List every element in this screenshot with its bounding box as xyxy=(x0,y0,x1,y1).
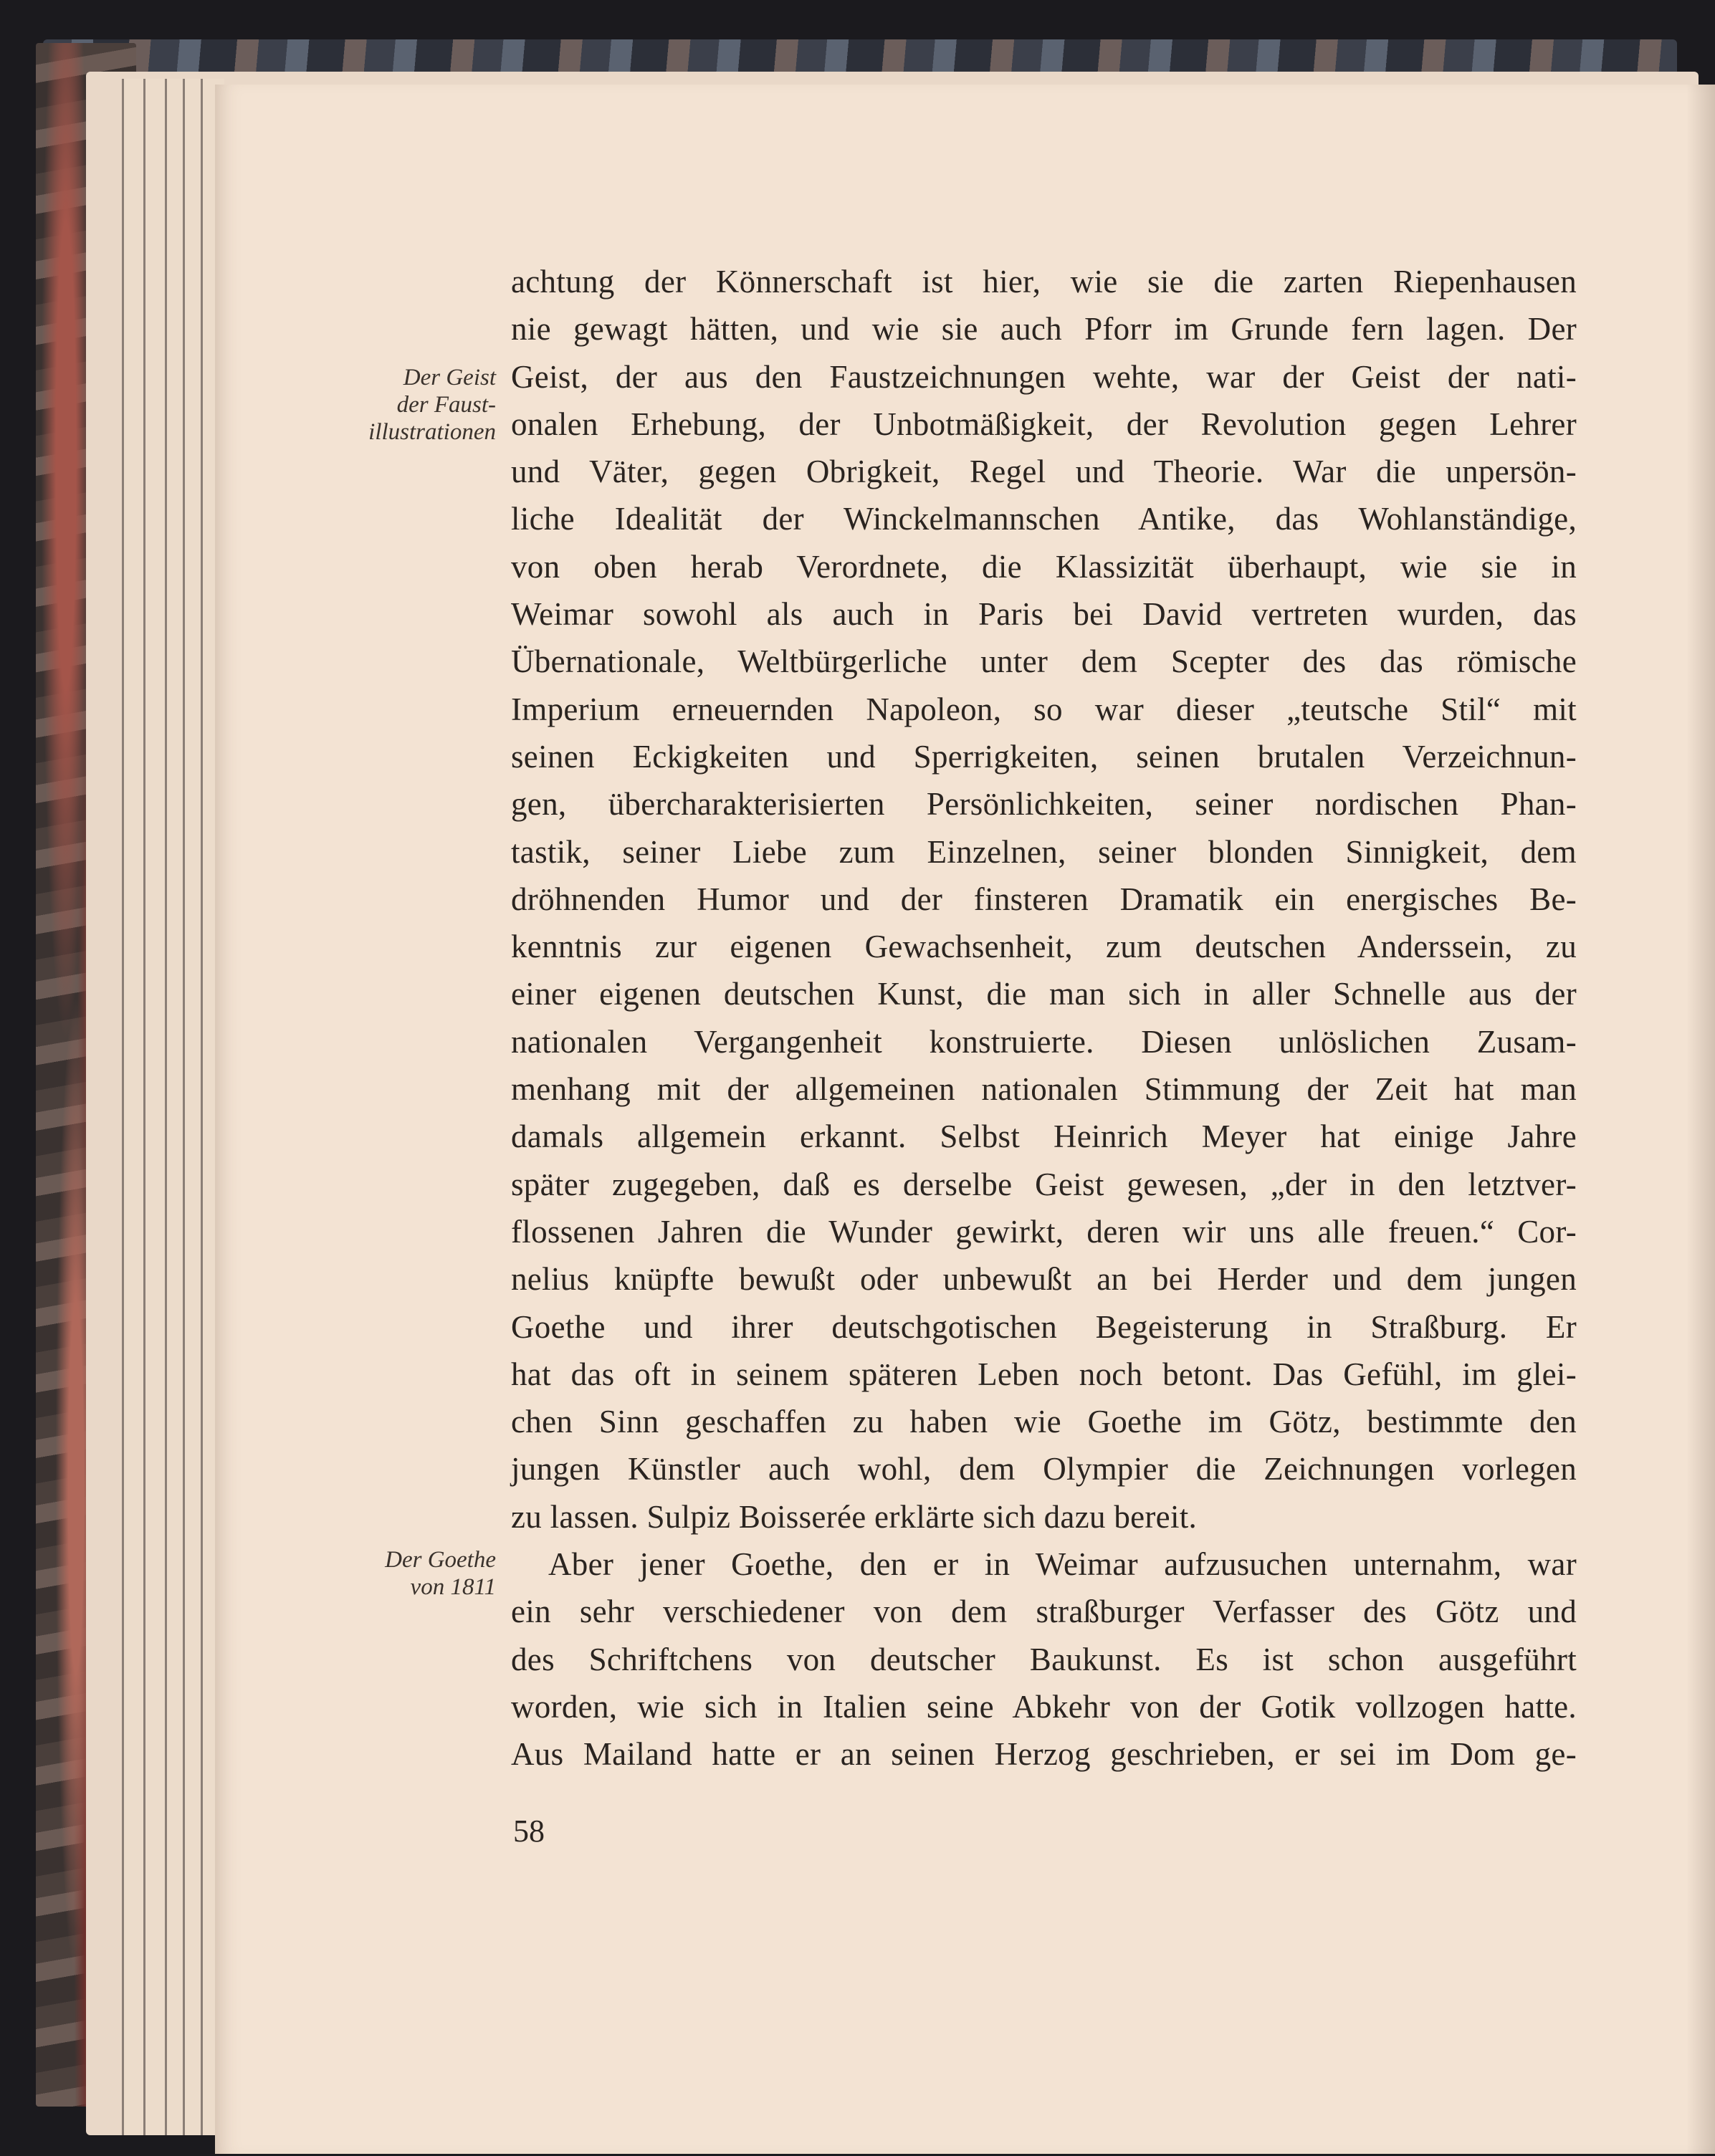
body-text xyxy=(511,258,1577,1778)
margin-note-goethe xyxy=(385,1546,496,1601)
text-line: chen Sinn geschaffen zu haben wie Goethe im Götz, bestimmte den xyxy=(511,1404,1577,1440)
text-line: liche Idealität der Winckelmannschen Antike, das Wohlanständige, xyxy=(511,501,1577,537)
text-line: Imperium erneuernden Napoleon, so war dieser „teutsche Stil“ mit xyxy=(511,691,1577,727)
text-line: hat das oft in seinem späteren Leben noch betont. Das Gefühl, im glei- xyxy=(511,1356,1577,1392)
margin-note-line: von 1811 xyxy=(410,1574,496,1600)
text-line: onalen Erhebung, der Unbotmäßigkeit, der Revolution gegen Lehrer xyxy=(511,406,1577,442)
text-line: flossenen Jahren die Wunder gewirkt, deren wir uns alle freuen.“ Cor- xyxy=(511,1213,1577,1250)
margin-note-faust xyxy=(368,364,496,446)
text-line: achtung der Könnerschaft ist hier, wie sie die zarten Riepenhausen xyxy=(511,264,1577,300)
text-line: zu lassen. Sulpiz Boisserée erklärte sich dazu bereit. xyxy=(511,1498,1198,1535)
text-line: des Schriftchens von deutscher Baukunst. Es ist schon ausgeführt xyxy=(511,1641,1577,1677)
text-line: worden, wie sich in Italien seine Abkehr von der Gotik vollzogen hatte. xyxy=(511,1688,1577,1725)
text-line: nationalen Vergangenheit konstruierte. Diesen unlöslichen Zusam- xyxy=(511,1023,1577,1060)
text-line: Aus Mailand hatte er an seinen Herzog geschrieben, er sei im Dom ge- xyxy=(511,1736,1577,1773)
page-shadow xyxy=(1686,85,1715,2154)
text-line: Aber jener Goethe, den er in Weimar aufzusuchen unternahm, war xyxy=(548,1546,1577,1583)
text-line: damals allgemein erkannt. Selbst Heinrich Meyer hat einige Jahre xyxy=(511,1118,1577,1155)
text-line: gen, übercharakterisierten Persönlichkeiten, seiner nordischen Phan- xyxy=(511,786,1577,823)
text-line: menhang mit der allgemeinen nationalen Stimmung der Zeit hat man xyxy=(511,1071,1577,1108)
margin-note-line: illustrationen xyxy=(368,419,496,445)
text-line: jungen Künstler auch wohl, dem Olympier die Zeichnungen vorlegen xyxy=(511,1451,1577,1487)
margin-note-line: Der Goethe xyxy=(385,1547,496,1573)
text-line: Geist, der aus den Faustzeichnungen wehte, war der Geist der nati- xyxy=(511,358,1577,395)
text-line: nelius knüpfte bewußt oder unbewußt an bei Herder und dem jungen xyxy=(511,1261,1577,1298)
margin-note-line: Der Geist xyxy=(403,365,496,391)
text-line: dröhnenden Humor und der finsteren Dramatik ein energisches Be- xyxy=(511,881,1577,917)
text-line: nie gewagt hätten, und wie sie auch Pforr im Grunde fern lagen. Der xyxy=(511,311,1577,348)
text-line: Goethe und ihrer deutschgotischen Begeisterung in Straßburg. Er xyxy=(511,1308,1577,1345)
text-line: später zugegeben, daß es derselbe Geist gewesen, „der in den letztver- xyxy=(511,1166,1577,1202)
margin-note-line: der Faust- xyxy=(396,392,496,418)
text-line: kenntnis zur eigenen Gewachsenheit, zum deutschen Anderssein, zu xyxy=(511,929,1577,965)
page-number: 58 xyxy=(513,1814,545,1849)
text-line: und Väter, gegen Obrigkeit, Regel und Theorie. War die unpersön- xyxy=(511,454,1577,490)
text-line: seinen Eckigkeiten und Sperrigkeiten, seinen brutalen Verzeichnun- xyxy=(511,738,1577,775)
text-line: von oben herab Verordnete, die Klassizität überhaupt, wie sie in xyxy=(511,548,1577,585)
text-line: tastik, seiner Liebe zum Einzelnen, seiner blonden Sinnigkeit, dem xyxy=(511,833,1577,870)
text-line: Weimar sowohl als auch in Paris bei David vertreten wurden, das xyxy=(511,596,1577,633)
text-line: Übernationale, Weltbürgerliche unter dem Scepter des das römische xyxy=(511,643,1577,680)
text-line: einer eigenen deutschen Kunst, die man sich in aller Schnelle aus der xyxy=(511,976,1577,1012)
text-line: ein sehr verschiedener von dem straßburger Verfasser des Götz und xyxy=(511,1594,1577,1630)
